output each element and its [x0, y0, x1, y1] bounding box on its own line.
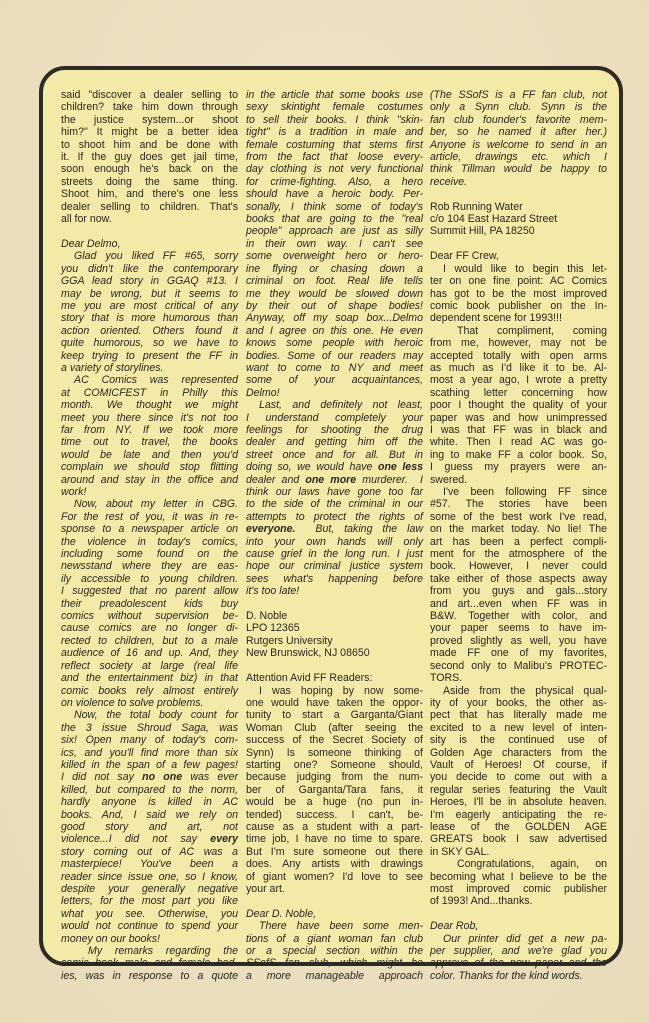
text-line: killed in the span of a few pages!	[61, 758, 238, 771]
text-line: as much as I'd like it to be. Al-	[430, 361, 607, 374]
text-line: swered.	[430, 473, 468, 486]
text-line: comics without supervision be-	[61, 610, 238, 623]
text-line: most a year ago, I wrote a pretty	[430, 374, 607, 387]
emphasis-text: no one	[142, 771, 183, 784]
text-line: dependent scene for 1993!!!	[430, 312, 562, 325]
text-line: Shoot him, and there's one less	[61, 188, 238, 201]
text-line: book. However, I never could	[430, 560, 607, 573]
text-line: (The SSofS is a FF fan club, not	[430, 89, 607, 101]
text-line: Last, and definitely not least,	[259, 399, 423, 412]
text-line: New Brunswick, NJ 08650	[246, 647, 370, 660]
letter-paragraph	[430, 263, 607, 325]
text-line: Synn) Is someone thinking of	[246, 746, 423, 759]
text-line: comic book publisher on the In-	[430, 299, 607, 312]
text-line: in SKY GAL.	[430, 845, 490, 858]
text-line: by their out of shape bodies!	[246, 299, 423, 312]
text-line: I'm eagerly anticipating the re-	[430, 808, 607, 821]
text-segment: I did not say	[61, 771, 143, 784]
editor-reply-paragraph	[430, 920, 607, 932]
text-line: think our laws have gone too far	[246, 486, 423, 498]
text-line: TORS.	[430, 672, 463, 685]
text-line: comic books rely almost entirely	[61, 684, 238, 697]
text-line: AC Comics was represented	[74, 374, 238, 387]
text-line: article, drawings etc. which I	[430, 151, 607, 164]
letter-paragraph	[430, 325, 607, 486]
text-line: has got to be the most improved	[430, 287, 607, 300]
text-line: D. Noble	[246, 610, 288, 623]
text-line: letters, for the most part you like	[61, 895, 238, 908]
text-line: female costuming that stems first	[246, 138, 423, 151]
text-line: to sell their books. I think "skin-	[246, 113, 423, 126]
text-line	[61, 833, 238, 845]
text-line: quite humorous, so we have to	[61, 337, 238, 350]
text-line	[61, 771, 238, 783]
text-line: their preadolescent kids buy	[61, 597, 238, 610]
text-line: hope our criminal justice system	[246, 560, 423, 573]
text-line: keep trying to present the FF in	[61, 349, 238, 362]
text-line: paper was and how unimpressed	[430, 411, 607, 424]
text-line: him?" It might be a better idea	[61, 126, 238, 139]
text-line: I understand completely your	[246, 411, 423, 424]
text-line: Now, about my letter in CBG.	[74, 498, 238, 511]
text-line: to the side of the criminal in our	[246, 498, 423, 511]
text-line: books that are going to the "real	[246, 213, 423, 226]
text-line	[246, 461, 423, 473]
text-line: you decide to come out with a	[430, 771, 607, 784]
text-line: ber, so he named it after her.)	[430, 126, 607, 139]
editor-reply-paragraph	[61, 374, 238, 498]
text-line: books. And, I said we rely on	[61, 808, 238, 821]
text-line: from the fact that loose every-	[246, 151, 423, 164]
text-line: Attention Avid FF Readers:	[246, 672, 373, 685]
letter-paragraph	[430, 250, 607, 262]
text-line: proved slightly as well, you have	[430, 634, 607, 647]
text-line: want to come to NY and meet	[246, 361, 423, 374]
text-line: a variety of storylines.	[61, 361, 164, 374]
text-line: all for now.	[61, 213, 112, 226]
editor-reply-paragraph	[61, 250, 238, 374]
text-line: masterpiece! You've been a	[61, 858, 238, 871]
text-line: made FF one of my favorites,	[430, 647, 607, 660]
text-line: of 1993! And...thanks.	[430, 895, 533, 908]
text-line: Anyone is welcome to send in an	[430, 138, 607, 151]
text-line: complain we should stop flitting	[61, 461, 238, 474]
text-line: second only to Malibu's PROTEC-	[430, 659, 607, 672]
text-line: c/o 104 East Hazard Street	[430, 213, 558, 226]
text-line: cause grief in the long run. I just	[246, 548, 423, 561]
text-line: art has been a perfect compli-	[430, 535, 607, 548]
text-line: But I'm sure someone out there	[246, 845, 423, 858]
text-segment: violence...I did not say	[61, 833, 211, 846]
text-line: streets doing the same thing.	[61, 175, 238, 188]
text-line: Aside from the physical qual-	[443, 684, 607, 697]
text-line: ing to make FF a color book. So,	[430, 448, 607, 461]
text-line: bodies. Some of our readers may	[246, 349, 423, 362]
text-line: Woman Club (after seeing the	[246, 721, 423, 734]
text-line: tions of a giant woman fan club	[246, 932, 423, 945]
text-line: at COMICFEST in Philly this	[61, 386, 238, 399]
text-line: starting one? Someone should,	[246, 758, 423, 771]
text-line: hardly anyone is killed in AC	[61, 796, 238, 809]
text-segment: doing so, we would have	[246, 461, 378, 474]
paragraph-gap	[246, 895, 423, 907]
editor-reply-paragraph	[61, 238, 238, 250]
paragraph-gap	[430, 908, 607, 920]
text-line: sponse to a newspaper article on	[61, 523, 238, 536]
text-line: feelings for shooting the drug	[246, 423, 423, 436]
text-line: does. Any artists with drawings	[246, 858, 423, 871]
text-line: despite your generally negative	[61, 883, 238, 895]
text-line: cause as a student with a part-	[246, 820, 423, 833]
emphasis-text: every	[210, 833, 238, 846]
emphasis-text: one more	[305, 473, 357, 486]
text-line: for crime-fighting. Also, a hero	[246, 175, 423, 188]
text-line: street once and for all. But in	[246, 448, 423, 461]
editor-reply-paragraph	[61, 498, 238, 709]
text-line: far from NY. If we took more	[61, 423, 238, 436]
text-line: Now, the total body count for	[74, 709, 238, 722]
text-line: audience of 16 and up. And, they	[61, 647, 238, 660]
text-line: killed, but compared to the norm,	[61, 783, 238, 796]
text-line: ber of Garganta/Tara fans, it	[246, 783, 423, 796]
text-line: it's too late!	[246, 585, 300, 598]
text-line: from you guys and gals...story	[430, 585, 607, 598]
text-line: color. Thanks for the kind words.	[430, 969, 583, 982]
text-line: B&W. Together with color, and	[430, 610, 607, 623]
text-line: me they would be slowed down	[246, 287, 423, 300]
paragraph-gap	[61, 225, 238, 237]
text-line: Glad you liked FF #65, sorry	[74, 250, 238, 263]
text-line: ter on one fine point: AC Comics	[430, 275, 607, 288]
emphasis-text: everyone.	[246, 523, 296, 536]
editor-reply-paragraph	[246, 399, 423, 598]
editor-reply-paragraph	[246, 89, 423, 399]
letter-paragraph	[430, 486, 607, 685]
text-segment: was ever	[182, 771, 238, 784]
letters-column-1	[61, 89, 238, 982]
text-line: Rob Running Water	[430, 200, 523, 213]
text-line: ine flying or chasing down a	[246, 262, 423, 275]
text-line: LPO 12365	[246, 622, 300, 635]
editor-reply-paragraph	[246, 920, 423, 982]
text-line: I guess my prayers were an-	[430, 461, 607, 474]
text-line: day clothing is not very functional	[246, 163, 423, 176]
text-line: rected to children, but to a male	[61, 634, 238, 647]
text-line: soon enough he's back on the	[61, 163, 238, 176]
text-line: I would like to begin this let-	[443, 262, 607, 275]
text-line: the justice system...or shoot	[61, 113, 238, 126]
text-line: story that is more humorous than	[61, 312, 238, 325]
text-line: me you are most critical of any	[61, 299, 238, 312]
text-line: approve of the new paper and the	[430, 957, 607, 970]
letter-paragraph	[61, 89, 238, 225]
text-line: including some found on the	[61, 548, 238, 561]
text-line: into your own hands will only	[246, 535, 423, 548]
text-line: around and stay in the office and	[61, 473, 238, 486]
text-line: Rutgers University	[246, 634, 333, 647]
letter-paragraph	[246, 685, 423, 896]
text-line: comic book male and female bod-	[61, 957, 238, 970]
text-line: should have a heroic body. Per-	[246, 188, 423, 201]
text-line: Our printer did get a new pa-	[443, 932, 607, 945]
text-line: it. If the guy does get jail time,	[61, 151, 238, 164]
text-line: That compliment, coming	[457, 324, 607, 337]
text-line: scathing letter concerning how	[430, 386, 607, 399]
text-line: cause comics are no longer di-	[61, 622, 238, 635]
editor-reply-paragraph	[246, 908, 423, 920]
text-line: your art.	[246, 883, 285, 895]
text-segment: But, taking the law	[295, 523, 423, 536]
text-line: money on our books!	[61, 932, 160, 945]
text-line: ity of your books, the other as-	[430, 696, 607, 709]
text-line: sonally, I think some of today's	[246, 200, 423, 213]
editor-reply-paragraph	[430, 933, 607, 983]
text-line: of giant women? I'd love to see	[246, 870, 423, 883]
text-line: Summit Hill, PA 18250	[430, 225, 535, 238]
text-line: ment for the atmosphere of the	[430, 548, 607, 561]
text-line: your paper seems to have im-	[430, 622, 607, 635]
text-line: poor I thought the quality of your	[430, 399, 607, 412]
text-line: in the article that some books use	[246, 89, 423, 101]
text-line: six! Open many of today's com-	[61, 734, 238, 747]
text-line: excited to a new level of inten-	[430, 721, 607, 734]
text-line: dealer selling to children. That's	[61, 200, 238, 213]
text-line: receive.	[430, 175, 468, 188]
text-line: ies, was in response to a quote	[61, 969, 238, 982]
text-line: Dear Rob,	[430, 920, 479, 933]
text-line: regular series featuring the Vault	[430, 783, 607, 796]
text-line: ily accessible to young children.	[61, 572, 238, 585]
paragraph-gap	[246, 660, 423, 672]
text-line: My remarks regarding the	[88, 945, 238, 958]
text-line: white. Then I read AC was go-	[430, 436, 607, 449]
text-line: sity is the continued use of	[430, 734, 607, 747]
text-line: good story and art, not	[61, 820, 238, 833]
text-line: SSofS fan club, which might be	[246, 957, 423, 970]
text-line: attempts to protect the rights of	[246, 510, 423, 523]
text-line: because judging from the num-	[246, 771, 423, 784]
text-line: would not continue to spend your	[61, 920, 238, 933]
text-line: For the rest of you, it was in re-	[61, 510, 238, 523]
text-line: reflect society at large (real life	[61, 659, 238, 672]
text-line: success of the Secret Society of	[246, 734, 423, 747]
text-line: Vault of Heroes! Of course, if	[430, 758, 607, 771]
text-line: from me, however, may not be	[430, 337, 607, 350]
letter-paragraph	[430, 685, 607, 859]
editor-reply-paragraph	[430, 89, 607, 188]
text-line: some overweight hero or hero-	[246, 250, 423, 263]
text-line: and the entertainment biz) in that	[61, 672, 238, 685]
paragraph-gap	[430, 188, 607, 200]
text-line: Congratulations, again, on	[457, 858, 607, 871]
text-line: tended) success. I can't, be-	[246, 808, 423, 821]
text-line: tight" is a tradition in male and	[246, 126, 423, 139]
text-line: what you see. Otherwise, you	[61, 907, 238, 920]
text-line: would be late and then you'd	[61, 448, 238, 461]
text-line: only a Synn club. Synn is the	[430, 101, 607, 114]
editor-reply-paragraph	[61, 709, 238, 945]
text-line: children? take him down through	[61, 101, 238, 114]
text-line	[246, 523, 423, 535]
text-line: one would have taken the oppor-	[246, 696, 423, 709]
text-line: in their own way. I can't see	[246, 237, 423, 250]
paragraph-gap	[246, 598, 423, 610]
text-line: said "discover a dealer selling to	[61, 89, 238, 101]
text-line: month. We thought we might	[61, 399, 238, 412]
text-line: most improved comic publisher	[430, 883, 607, 895]
text-line: reader since issue one, so I know,	[61, 870, 238, 883]
text-line: some of your acquaintances,	[246, 374, 423, 387]
text-line: Dear Delmo,	[61, 237, 121, 250]
text-line: I've been following FF since	[443, 486, 607, 498]
text-line: per supplier, and we're glad you	[430, 945, 607, 958]
text-line: #57. The stories have been	[430, 498, 607, 511]
text-line: sexy skintight female costumes	[246, 101, 423, 114]
text-line: the violence in today's comics,	[61, 535, 238, 548]
text-line: some of the best work I've read,	[430, 510, 607, 523]
text-line: tunity to start a Garganta/Giant	[246, 709, 423, 722]
text-line: think Tillman would be happy to	[430, 163, 607, 176]
text-line: I was hoping by now some-	[259, 684, 423, 697]
text-line: meet you there since it's not too	[61, 411, 238, 424]
text-line: becoming what I believe to be the	[430, 870, 607, 883]
text-line: to shoot him and be done with	[61, 138, 238, 151]
text-line: story coming out of AC was a	[61, 845, 238, 858]
letter-paragraph	[246, 672, 423, 684]
emphasis-text: one less	[377, 461, 423, 474]
text-line: take either of those aspects away	[430, 572, 607, 585]
text-line: dealer and getting him off the	[246, 436, 423, 449]
text-line: time job, I have no time to spare.	[246, 833, 423, 846]
text-line: pect that has literally made me	[430, 709, 607, 722]
text-line: on the market today. No lie! The	[430, 523, 607, 536]
letter-paragraph	[430, 858, 607, 908]
text-segment: dealer and	[246, 473, 306, 486]
text-line: GREATS book I saw advertised	[430, 833, 607, 846]
text-segment: murderer. I	[356, 473, 423, 486]
text-line: and I agree on this one. He even	[246, 324, 423, 337]
text-line	[246, 474, 423, 486]
text-line: sees what's happening before	[246, 572, 423, 585]
text-line: may be wrong, but it seems to	[61, 287, 238, 300]
text-line: There have been some men-	[259, 920, 423, 933]
text-line: criminal on foot. Real life tells	[246, 275, 423, 288]
text-line: lease of the GOLDEN AGE	[430, 820, 607, 833]
text-line: the 3 issue Shroud Saga, was	[61, 721, 238, 734]
text-line: people" approach are just as silly	[246, 225, 423, 238]
text-line: GGA lead story in GGAQ #13. I	[61, 275, 238, 288]
text-line: Delmo!	[246, 386, 280, 399]
text-line: Golden Age characters from the	[430, 746, 607, 759]
address-block	[246, 610, 423, 660]
text-line: knows some people with heroic	[246, 337, 423, 350]
text-line: Dear D. Noble,	[246, 907, 317, 920]
text-line: Anyway, off my soap box...Delmo	[246, 312, 423, 325]
text-line: Heroes, I'll be in absolute heaven.	[430, 796, 607, 809]
text-line: I suggested that no parent allow	[61, 585, 238, 598]
text-line: you didn't like the contemporary	[61, 262, 238, 275]
editor-reply-paragraph	[61, 945, 238, 982]
text-line: action oriented. Others found it	[61, 324, 238, 337]
text-line: a more manageable approach	[246, 969, 423, 982]
text-line: time out to travel, the books	[61, 436, 238, 449]
text-line: fan club founder's favorite mem-	[430, 113, 607, 126]
letters-column-3	[430, 89, 607, 982]
text-line: newsstand where they are eas-	[61, 560, 238, 573]
text-line: I was that FF was in black and	[430, 423, 607, 436]
text-line: ics, and you'll find more than six	[61, 746, 238, 759]
letters-column-2	[246, 89, 423, 982]
text-line: or a special section within the	[246, 945, 423, 958]
text-line: work!	[61, 486, 87, 498]
text-line: accepted totally with open arms	[430, 349, 607, 362]
text-line: Dear FF Crew,	[430, 250, 499, 263]
paragraph-gap	[430, 238, 607, 250]
text-line: would be a huge (no pun in-	[246, 796, 423, 809]
text-line: on violence to solve problems.	[61, 696, 204, 709]
text-line: and art...even when FF was in	[430, 597, 607, 610]
address-block	[430, 201, 607, 238]
